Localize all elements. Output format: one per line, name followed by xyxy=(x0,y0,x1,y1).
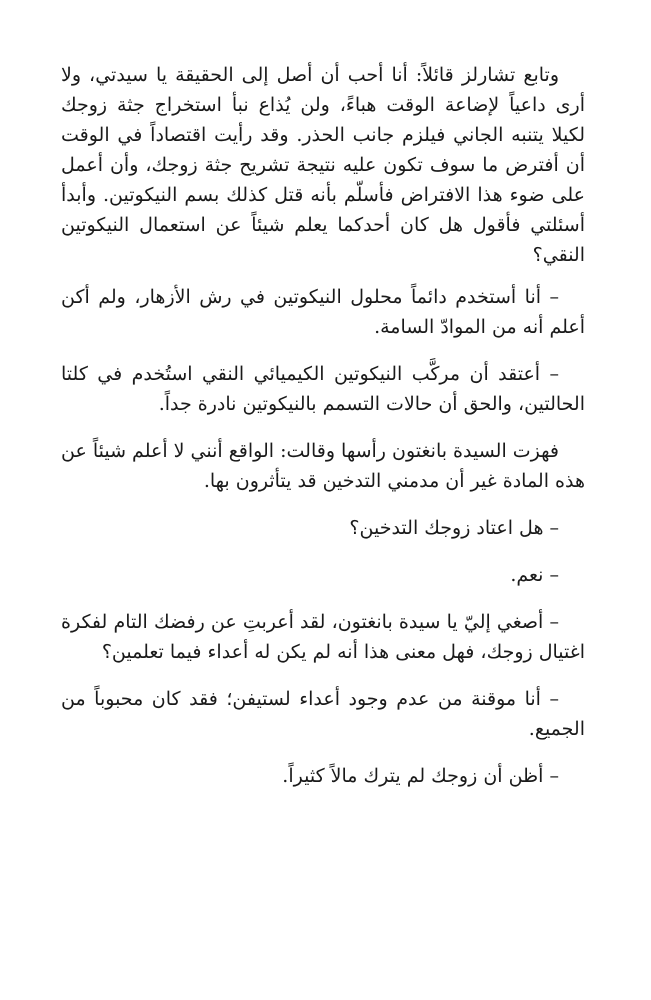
book-page xyxy=(61,60,585,808)
paragraph-dialogue: – أصغي إليّ يا سيدة بانغتون، لقد أعربتِ عن رفضك التام لفكرة اغتيال زوجك، فهل معنى هذا أنه لم يكن له أعداء فيما تعلمين؟ xyxy=(61,611,585,663)
paragraph-dialogue: – أنا أستخدم دائماً محلول النيكوتين في رش الأزهار، ولم أكن أعلم أنه من الموادّ السامة. xyxy=(61,286,585,338)
paragraph-dialogue: – أظن أن زوجك لم يترك مالاً كثيراً. xyxy=(282,765,559,787)
paragraph-dialogue: – هل اعتاد زوجك التدخين؟ xyxy=(349,517,559,539)
paragraph-dialogue: – نعم. xyxy=(510,564,559,586)
paragraph-narration-charles: وتابع تشارلز قائلاً: أنا أحب أن أصل إلى الحقيقة يا سيدتي، ولا أرى داعياً لإضاعة الوقت هباءً، ولن يُذاع نبأ استخراج جثة زوجك لكيلا يتنبه الجاني فيلزم جانب الحذر. وقد رأيت اقتصاداً في الوقت أن أفترض ما سوف تكون عليه نتيجة تشريح جثة زوجك، وأن أعمل على ضوء هذا الافتراض فأسلّم بأنه قتل كذلك بسم النيكوتين. وأبدأ أسئلتي فأقول هل كان أحدكما يعلم شيئاً عن استعمال النيكوتين النقي؟ xyxy=(61,64,585,266)
paragraph-dialogue: – أنا موقنة من عدم وجود أعداء لستيفن؛ فقد كان محبوباً من الجميع. xyxy=(61,688,585,740)
paragraph-dialogue: – أعتقد أن مركَّب النيكوتين الكيميائي النقي استُخدم في كلتا الحالتين، والحق أن حالات التسمم بالنيكوتين نادرة جداً. xyxy=(61,363,585,415)
paragraph-narration: فهزت السيدة بانغتون رأسها وقالت: الواقع أنني لا أعلم شيئاً عن هذه المادة غير أن مدمني التدخين قد يتأثرون بها. xyxy=(61,440,585,492)
